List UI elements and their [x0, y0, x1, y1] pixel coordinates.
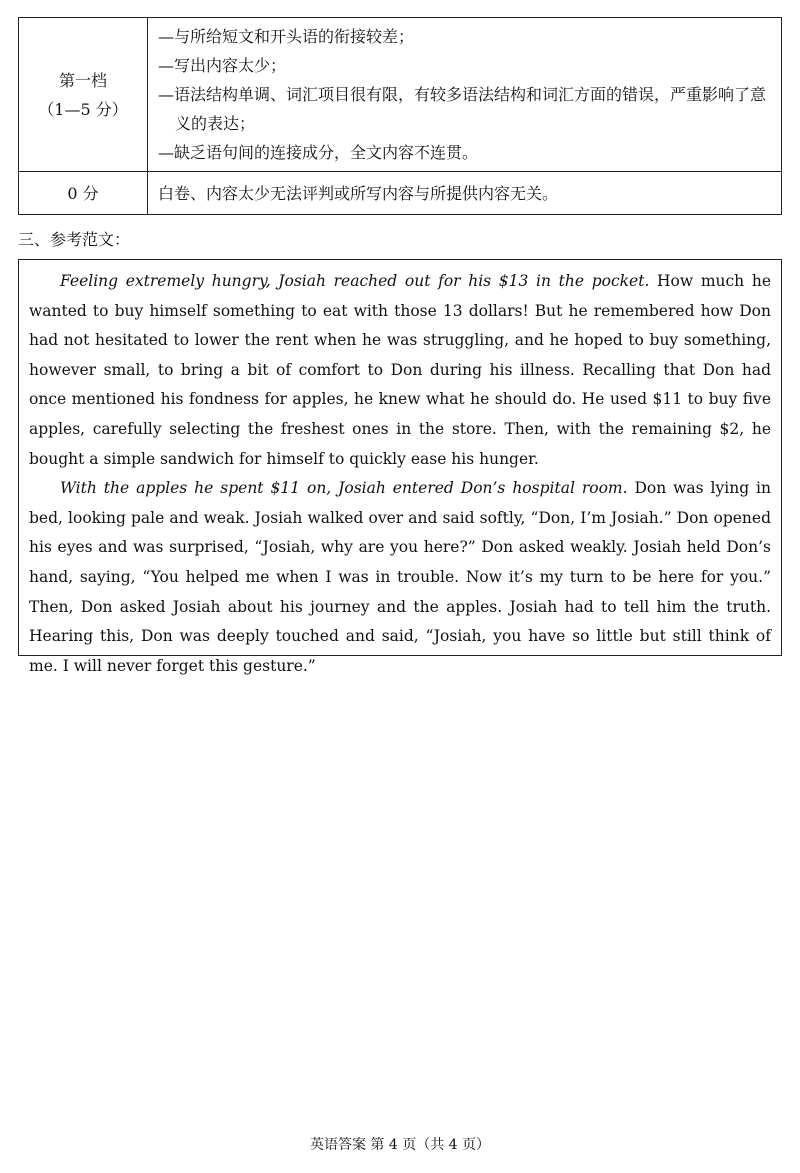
criterion-item: —缺乏语句间的连接成分，全文内容不连贯。	[158, 143, 479, 162]
essay-paragraph-1	[29, 267, 771, 474]
rubric-row-tier-1	[19, 18, 782, 172]
paragraph-body: How much he wanted to buy himself something to eat with those 13 dollars! But he remembered how Don had not hesitated to lower the rent when he was struggling, and he hoped to buy something, however small, to bring a bit of comfort to Don during his illness. Recalling that Don had once mentioned his fondness for apples, he knew what he should do. He used $11 to buy five apples, carefully selecting the freshest ones in the store. Then, with the remaining $2, he bought a simple sandwich for himself to quickly ease his hunger.	[29, 272, 771, 468]
paragraph-opening-sentence: With the apples he spent $11 on, Josiah entered Don’s hospital room.	[60, 479, 628, 498]
scoring-rubric-table	[18, 17, 782, 215]
sample-essay-box	[18, 259, 782, 675]
page-footer: 英语答案 第 4 页（共 4 页）	[309, 1137, 491, 1153]
grade-cell	[19, 18, 148, 172]
criteria-cell	[148, 18, 782, 172]
paragraph-opening-sentence: Feeling extremely hungry, Josiah reached out for his $13 in the pocket.	[60, 272, 650, 290]
grade-range: （1—5 分）	[38, 99, 128, 119]
criterion-item: —写出内容太少；	[158, 56, 287, 75]
criteria-cell: 白卷、内容太少无法评判或所写内容与所提供内容无关。	[148, 172, 782, 215]
criterion-item: —语法结构单调、词汇项目很有限，有较多语法结构和词汇方面的错误，严重影响了意义的表达；	[158, 85, 767, 133]
essay-paragraph-2	[29, 474, 771, 681]
criterion-item: —与所给短文和开头语的衔接较差；	[158, 27, 415, 46]
section-title: 三、参考范文：	[18, 230, 131, 249]
paragraph-body: Don was lying in bed, looking pale and weak. Josiah walked over and said softly, “Don, I’m Josiah.” Don opened his eyes and was surprised, “Josiah, why are you here?” Don asked weakly. Josiah held Don’s hand, saying, “You helped me when I was in trouble. Now it’s my turn to be here for you.” Then, Don asked Josiah about his journey and the apples. Josiah had to tell him the truth. Hearing this, Don was deeply touched and said, “Josiah, you have so little but still think of me. I will never forget this gesture.”	[29, 479, 771, 675]
grade-name: 第一档	[58, 70, 107, 90]
rubric-row-zero	[19, 172, 782, 215]
grade-cell: 0 分	[19, 172, 148, 215]
